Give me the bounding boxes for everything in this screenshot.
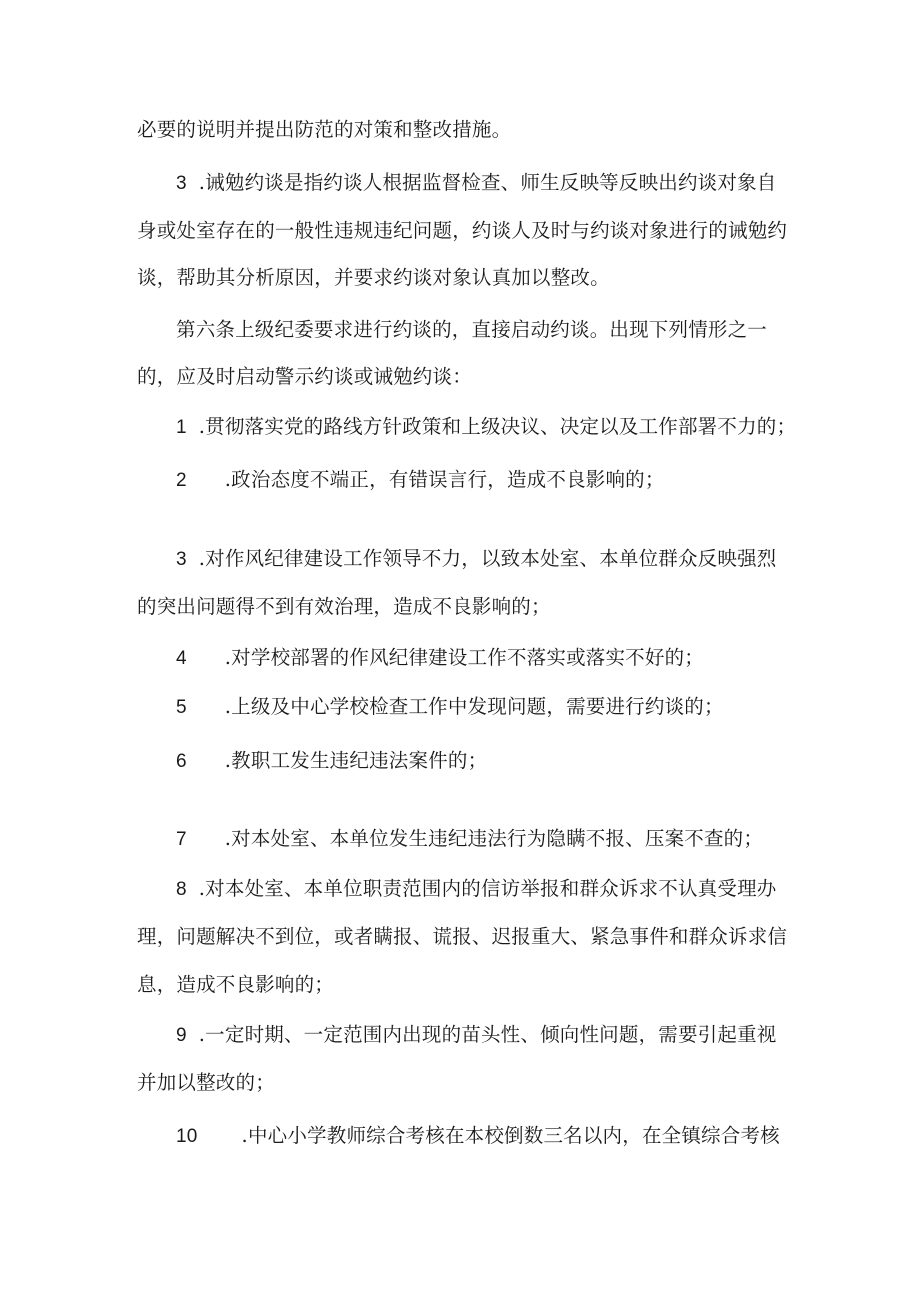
line-text: .对学校部署的作风纪律建设工作不落实或落实不好的； (224, 646, 704, 669)
line-text: .教职工发生违纪违法案件的； (224, 749, 488, 772)
line-text: .对本处室、本单位职责范围内的信访举报和群众诉求不认真受理办 (198, 877, 777, 900)
line-text: 第六条上级纪委要求进行约谈的，直接启动约谈。出现下列情形之一 (176, 318, 768, 341)
condition-8-line-3 (137, 972, 334, 998)
line-text: .政治态度不端正，有错误言行，造成不良影响的； (224, 468, 665, 491)
paragraph-line-1 (137, 117, 511, 143)
list-item-3-line-3 (137, 265, 610, 291)
condition-5 (176, 694, 724, 721)
item-number: 3 (176, 173, 187, 194)
line-text: 的突出问题得不到有效治理，造成不良影响的； (137, 595, 551, 618)
line-text: .贯彻落实党的路线方针政策和上级决议、决定以及工作部署不力的； (198, 415, 797, 438)
item-number: 10 (176, 1126, 198, 1147)
list-item-3-line-1 (176, 170, 776, 197)
condition-8-line-2 (137, 924, 787, 950)
line-text: 必要的说明并提出防范的对策和整改措施。 (137, 118, 512, 141)
condition-2 (176, 467, 665, 494)
line-text: 的，应及时启动警示约谈或诫勉约谈： (137, 365, 472, 388)
condition-7 (176, 826, 763, 853)
line-text: 理，问题解决不到位，或者瞒报、谎报、迟报重大、紧急事件和群众诉求信 (137, 925, 788, 948)
item-number: 4 (176, 648, 187, 669)
item-number: 2 (176, 470, 187, 491)
item-number: 3 (176, 549, 187, 570)
condition-1 (176, 414, 796, 441)
item-number: 5 (176, 697, 187, 718)
condition-8-line-1 (176, 876, 776, 903)
item-number: 1 (176, 417, 187, 438)
line-text: 息，造成不良影响的； (137, 973, 335, 996)
condition-4 (176, 645, 704, 672)
line-text: .对本处室、本单位发生违纪违法行为隐瞒不报、压案不查的； (224, 827, 764, 850)
line-text: 身或处室存在的一般性违规违纪问题，约谈人及时与约谈对象进行的诫勉约 (137, 219, 788, 242)
item-number: 6 (176, 751, 187, 772)
line-text: .上级及中心学校检查工作中发现问题，需要进行约谈的； (224, 695, 724, 718)
item-number: 7 (176, 829, 187, 850)
line-text: .对作风纪律建设工作领导不力，以致本处室、本单位群众反映强烈 (198, 547, 777, 570)
article-six-line-1 (176, 317, 767, 343)
list-item-3-line-2 (137, 218, 787, 244)
line-text: 并加以整改的； (137, 1071, 275, 1094)
item-number: 9 (176, 1025, 187, 1046)
line-text: .一定时期、一定范围内出现的苗头性、倾向性问题，需要引起重视 (198, 1023, 777, 1046)
article-six-line-2 (137, 364, 472, 390)
condition-9-line-2 (137, 1070, 275, 1096)
condition-10-line-1 (176, 1123, 780, 1150)
item-number: 8 (176, 879, 187, 900)
condition-3-line-1 (176, 546, 776, 573)
line-text: 谈，帮助其分析原因，并要求约谈对象认真加以整改。 (137, 266, 610, 289)
condition-6 (176, 748, 487, 775)
line-text: .诫勉约谈是指约谈人根据监督检查、师生反映等反映出约谈对象自 (198, 171, 777, 194)
line-text: .中心小学教师综合考核在本校倒数三名以内，在全镇综合考核 (241, 1124, 780, 1147)
condition-9-line-1 (176, 1022, 776, 1049)
condition-3-line-2 (137, 594, 551, 620)
